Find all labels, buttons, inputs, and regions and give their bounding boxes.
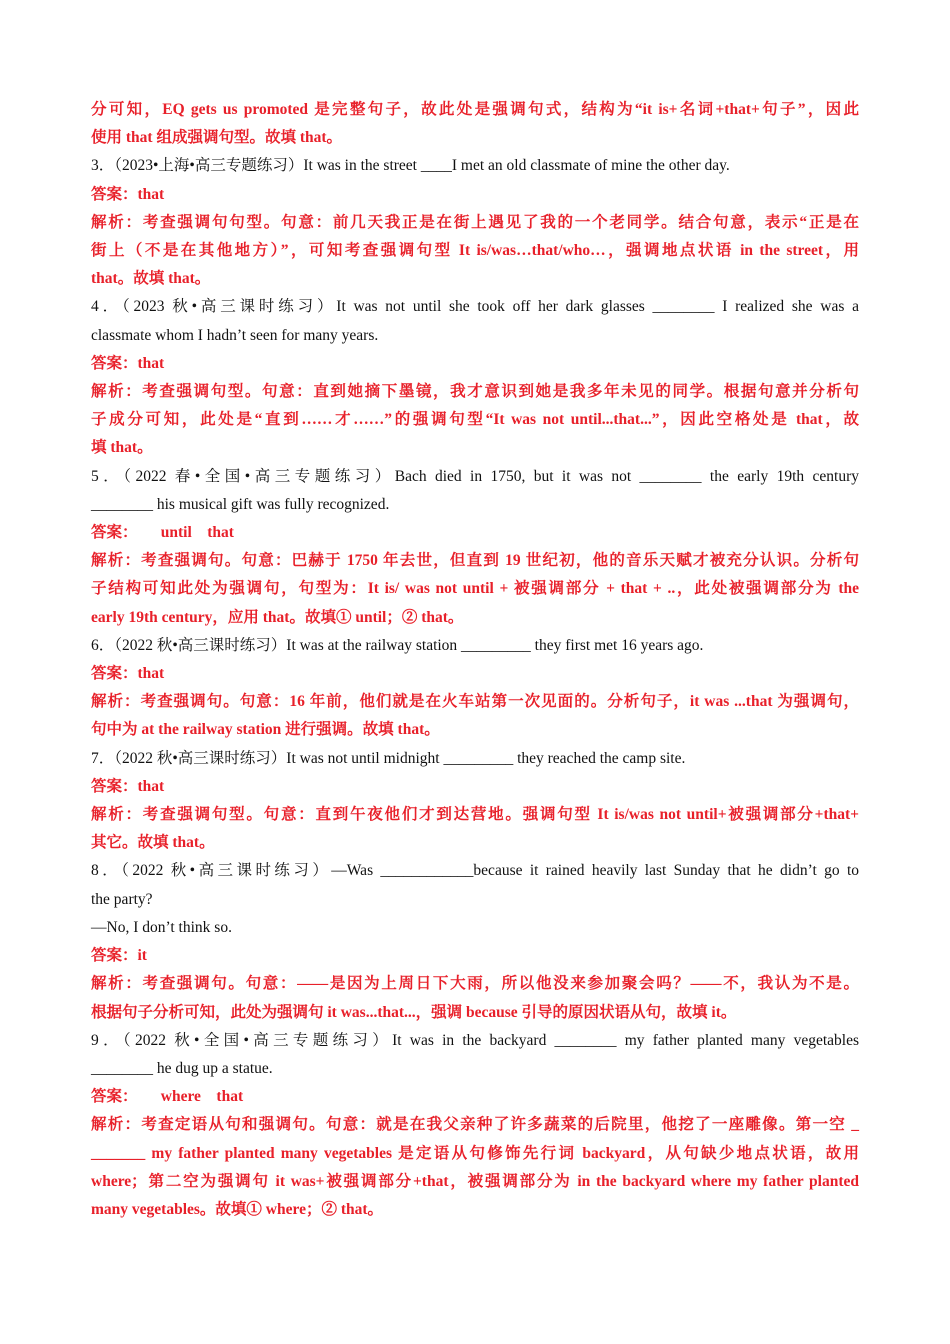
answer-line: 填 that。 [91,439,153,457]
answer-line: 解析：考查强调句。句意：巴赫于 1750 年去世，但直到 19 世纪初，他的音乐天赋才被充分认识。分析句 [91,552,859,570]
question-line: 8．（2022 秋•高三课时练习）—Was ____________because it rained heavily last Sunday that he didn’t go to [91,862,859,880]
answer-line: 答案：that [91,185,165,203]
answer-line: 子成分可知，此处是“直到……才……”的强调句型“It was not until...that...”，因此空格处是 that，故 [91,411,859,429]
answer-line: 解析：考查定语从句和强调句。句意：就是在我父亲种了许多蔬菜的后院里，他挖了一座雕像。第一空 _ [91,1116,859,1134]
answer-line: 解析：考查强调句句型。句意：前几天我正是在街上遇见了我的一个老同学。结合句意，表示“正是在 [91,213,859,231]
question-line: ________ he dug up a statue. [91,1059,273,1077]
answer-line: 答案：that [91,777,165,795]
answer-line: that。故填 that。 [91,270,211,288]
answer-line: 解析：考查强调句。句意：16 年前，他们就是在火车站第一次见面的。分析句子，it was ...that 为强调句， [91,693,859,711]
document-page [91,96,859,1224]
answer-line: 答案： where that [91,1088,244,1106]
question-line: 3．（2023•上海•高三专题练习）It was in the street ____I met an old classmate of mine the other day. [91,157,730,175]
answer-line: early 19th century，应用 that。故填① until；② that。 [91,608,464,626]
answer-line: 答案：that [91,665,165,683]
answer-line: 解析：考查强调句型。句意：直到她摘下墨镜，我才意识到她是我多年未见的同学。根据句意并分析句 [91,383,859,401]
answer-line: 答案：it [91,947,147,965]
answer-line: 子结构可知此处为强调句，句型为：It is/ was not until + 被强调部分 + that + ..，此处被强调部分为 the [91,580,859,598]
question-line: ________ his musical gift was fully recognized. [91,495,390,513]
question-line: —No, I don’t think so. [91,918,232,936]
answer-line: 解析：考查强调句型。句意：直到午夜他们才到达营地。强调句型 It is/was not until+被强调部分+that+ [91,806,859,824]
answer-line: where；第二空为强调句 it was+被强调部分+that，被强调部分为 in the backyard where my father planted [91,1172,859,1190]
answer-line: 句中为 at the railway station 进行强调。故填 that。 [91,721,440,739]
question-line: 7．（2022 秋•高三课时练习）It was not until midnight _________ they reached the camp site. [91,749,686,767]
answer-line: many vegetables。故填① where；② that。 [91,1200,384,1218]
question-line: 6．（2022 秋•高三课时练习）It was at the railway station _________ they first met 16 years ago. [91,636,704,654]
answer-line: 街上（不是在其他地方）”，可知考查强调句型 It is/was…that/who…，强调地点状语 in the street，用 [91,242,859,260]
question-line: 4．（2023 秋•高三课时练习）It was not until she took off her dark glasses ________ I realized she was a [91,298,859,316]
question-line: the party? [91,890,153,908]
question-line: 5．（2022 春•全国•高三专题练习）Bach died in 1750, but it was not ________ the early 19th century [91,467,859,485]
answer-line: 根据句子分析可知，此处为强调句 it was...that...，强调 because 引导的原因状语从句，故填 it。 [91,1003,737,1021]
answer-line: _______ my father planted many vegetables 是定语从句修饰先行词 backyard，从句缺少地点状语，故用 [91,1144,859,1162]
answer-line: 答案： until that [91,524,234,542]
question-line: 9．（2022 秋•全国•高三专题练习）It was in the backyard ________ my father planted many vegetables [91,1031,859,1049]
answer-line: 使用 that 组成强调句型。故填 that。 [91,129,343,147]
question-line: classmate whom I hadn’t seen for many years. [91,326,379,344]
answer-line: 解析：考查强调句。句意：——是因为上周日下大雨，所以他没来参加聚会吗？——不，我认为不是。 [91,975,859,993]
answer-line: 分可知，EQ gets us promoted 是完整句子，故此处是强调句式，结构为“it is+名词+that+句子”，因此 [91,101,859,118]
answer-line: 其它。故填 that。 [91,834,215,852]
answer-line: 答案：that [91,354,165,372]
